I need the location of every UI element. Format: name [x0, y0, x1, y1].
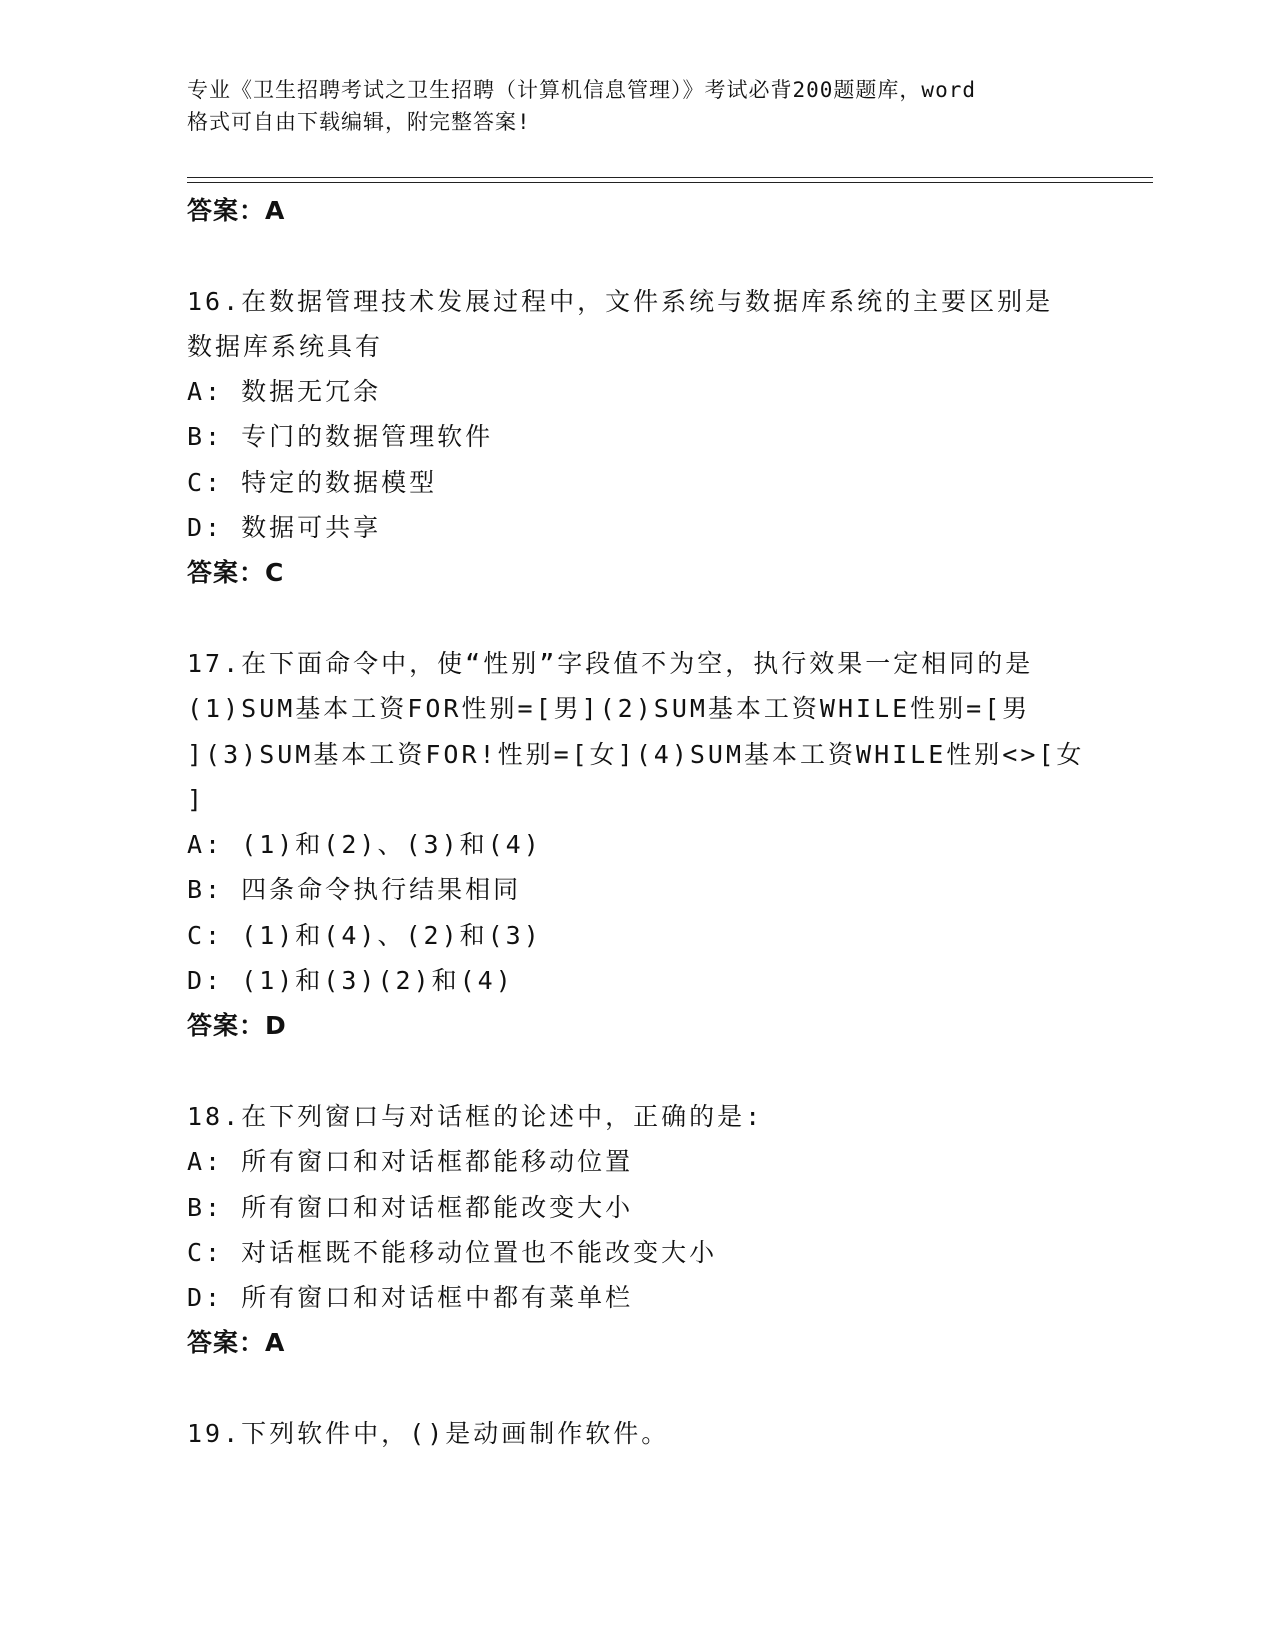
question-17-stem-3: ](3)SUM基本工资FOR!性别=[女](4)SUM基本工资WHILE性别<>[女: [187, 739, 1085, 769]
question-18-option-c: C: 对话框既不能移动位置也不能改变大小: [187, 1237, 718, 1267]
spacer: [187, 1049, 1087, 1094]
spacer: [187, 1366, 1087, 1411]
document-header: [187, 74, 1087, 138]
header-rule-top: [187, 177, 1153, 178]
question-17-option-b: B: 四条命令执行结果相同: [187, 875, 522, 905]
question-16: [187, 279, 1087, 596]
question-17-stem-4: ]: [187, 784, 206, 814]
question-18-answer: 答案：A: [187, 1328, 286, 1358]
header-line-2: 格式可自由下载编辑，附完整答案!: [187, 110, 531, 134]
question-16-stem-1: 16.在数据管理技术发展过程中，文件系统与数据库系统的主要区别是: [187, 286, 1054, 316]
question-18-option-d: D: 所有窗口和对话框中都有菜单栏: [187, 1283, 634, 1313]
header-rule-bottom: [187, 182, 1153, 183]
question-16-option-c: C: 特定的数据模型: [187, 467, 438, 497]
question-16-answer: 答案：C: [187, 558, 285, 588]
answer-previous: 答案：A: [187, 196, 286, 225]
spacer: [187, 596, 1087, 641]
question-19: [187, 1411, 1087, 1456]
question-18-option-a: A: 所有窗口和对话框都能移动位置: [187, 1147, 634, 1177]
question-16-option-d: D: 数据可共享: [187, 513, 382, 543]
question-17: [187, 641, 1087, 1049]
question-17-option-d: D: (1)和(3)(2)和(4): [187, 966, 514, 996]
question-16-stem-2: 数据库系统具有: [187, 331, 384, 361]
question-17-option-a: A: (1)和(2)、(3)和(4): [187, 830, 542, 860]
question-16-option-a: A: 数据无冗余: [187, 377, 382, 407]
question-17-answer: 答案：D: [187, 1011, 287, 1041]
question-18-option-b: B: 所有窗口和对话框都能改变大小: [187, 1192, 634, 1222]
question-19-stem-1: 19.下列软件中，()是动画制作软件。: [187, 1419, 670, 1449]
question-17-stem-1: 17.在下面命令中，使“性别”字段值不为空，执行效果一定相同的是: [187, 648, 1034, 678]
question-16-option-b: B: 专门的数据管理软件: [187, 422, 494, 452]
header-line-1: 专业《卫生招聘考试之卫生招聘（计算机信息管理）》考试必背200题题库，word: [187, 78, 976, 102]
question-body: [187, 188, 1087, 1456]
question-18: [187, 1094, 1087, 1366]
spacer: [187, 233, 1087, 278]
question-17-option-c: C: (1)和(4)、(2)和(3): [187, 920, 542, 950]
question-18-stem-1: 18.在下列窗口与对话框的论述中，正确的是:: [187, 1101, 764, 1131]
question-17-stem-2: (1)SUM基本工资FOR性别=[男](2)SUM基本工资WHILE性别=[男: [187, 694, 1031, 724]
